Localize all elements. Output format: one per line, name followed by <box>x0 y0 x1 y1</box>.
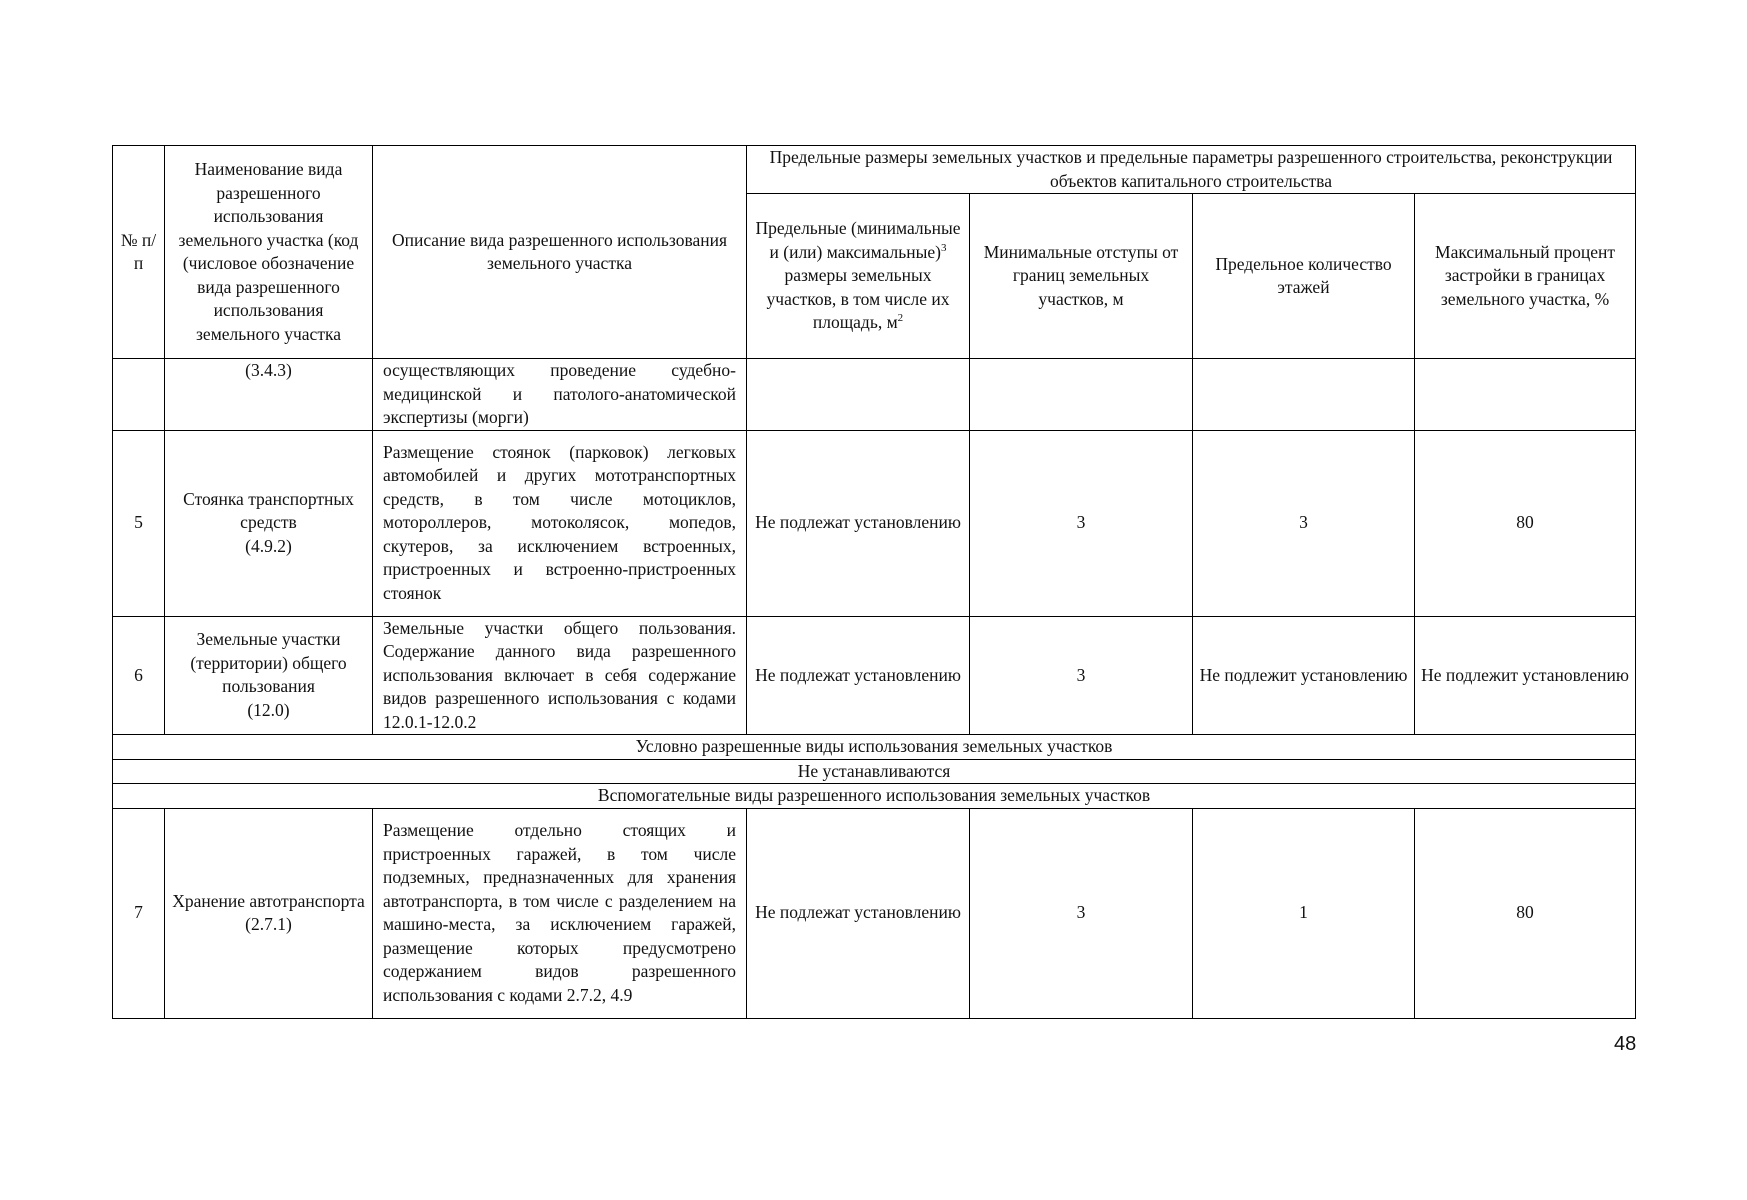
header-name: Наименование вида разрешенного использования земельного участка (код (числовое обозначение вида разрешенного использования земельного участка <box>165 146 373 359</box>
table-row <box>113 616 1636 735</box>
cell-code: (3.4.3) <box>165 359 373 431</box>
cell-coverage <box>1415 359 1636 431</box>
page-number: 48 <box>1614 1033 1637 1055</box>
cell-num: 5 <box>113 430 165 616</box>
cell-size: Не подлежат установлению <box>747 430 970 616</box>
header-desc: Описание вида разрешенного использования земельного участка <box>373 146 747 359</box>
cell-desc: Размещение стоянок (парковок) легковых автомобилей и других мототранспортных средств, в том числе мотоциклов, мотороллеров, мотоколясок, мопедов, скутеров, за исключением встроенных, пристроенных и встроенно-пристроенных стоянок <box>373 430 747 616</box>
cell-name <box>165 430 373 616</box>
header-size-pre: Предельные (минимальные и (или) максимальные) <box>755 218 961 262</box>
cell-floors: Не подлежит установлению <box>1193 616 1415 735</box>
use-name: Земельные участки (территории) общего пользования <box>190 629 347 697</box>
header-coverage: Максимальный процент застройки в границах земельного участка, % <box>1415 194 1636 359</box>
table-row <box>113 430 1636 616</box>
cell-setback: 3 <box>970 430 1193 616</box>
cell-size: Не подлежат установлению <box>747 616 970 735</box>
use-code: (2.7.1) <box>245 914 292 934</box>
cell-setback <box>970 359 1193 431</box>
use-code: (4.9.2) <box>245 535 292 556</box>
cell-floors <box>1193 359 1415 431</box>
section-heading: Условно разрешенные виды использования земельных участков <box>113 735 1636 760</box>
table-row <box>113 808 1636 1018</box>
use-code: (12.0) <box>247 699 290 720</box>
header-row-1 <box>113 146 1636 194</box>
cell-num <box>113 359 165 431</box>
cell-setback: 3 <box>970 808 1193 1018</box>
cell-name <box>165 616 373 735</box>
header-size <box>747 194 970 359</box>
cell-coverage: 80 <box>1415 430 1636 616</box>
use-name: Хранение автотранспорта <box>172 890 365 911</box>
cell-floors: 1 <box>1193 808 1415 1018</box>
cell-desc: Размещение отдельно стоящих и пристроенных гаражей, в том числе подземных, предназначенных для хранения автотранспорта, в том числе с разделением на машино-места, за исключением гаражей, размещение которых предусмотрено содержанием видов разрешенного использования с кодами 2.7.2, 4.9 <box>373 808 747 1018</box>
cell-num: 6 <box>113 616 165 735</box>
section-row-none <box>113 759 1636 784</box>
cell-size: Не подлежат установлению <box>747 808 970 1018</box>
cell-name <box>165 808 373 1018</box>
cell-coverage: Не подлежит установлению <box>1415 616 1636 735</box>
cell-desc: Земельные участки общего пользования. Содержание данного вида разрешенного использования включает в себя содержание видов разрешенного использования с кодами 12.0.1-12.0.2 <box>373 616 747 735</box>
header-size-post: размеры земельных участков, в том числе их площадь, м <box>766 265 950 333</box>
cell-num: 7 <box>113 808 165 1018</box>
cell-desc: осуществляющих проведение судебно-медицинской и патолого-анатомической экспертизы (морги) <box>373 359 747 431</box>
section-note: Не устанавливаются <box>113 759 1636 784</box>
footnote-mark: 3 <box>940 241 947 254</box>
section-row-auxiliary <box>113 784 1636 809</box>
use-name: Стоянка транспортных средств <box>183 488 354 533</box>
cell-size <box>747 359 970 431</box>
section-row-conditional <box>113 735 1636 760</box>
header-num: № п/п <box>113 146 165 359</box>
unit-superscript: 2 <box>897 312 904 325</box>
table-row <box>113 359 1636 431</box>
header-setback: Минимальные отступы от границ земельных участков, м <box>970 194 1193 359</box>
header-limits: Предельные размеры земельных участков и предельные параметры разрешенного строительства, реконструкции объектов капитального строительства <box>747 146 1636 194</box>
cell-setback: 3 <box>970 616 1193 735</box>
cell-floors: 3 <box>1193 430 1415 616</box>
section-heading: Вспомогательные виды разрешенного использования земельных участков <box>113 784 1636 809</box>
land-use-regulations-table <box>112 145 1636 1019</box>
cell-coverage: 80 <box>1415 808 1636 1018</box>
header-floors: Предельное количество этажей <box>1193 194 1415 359</box>
